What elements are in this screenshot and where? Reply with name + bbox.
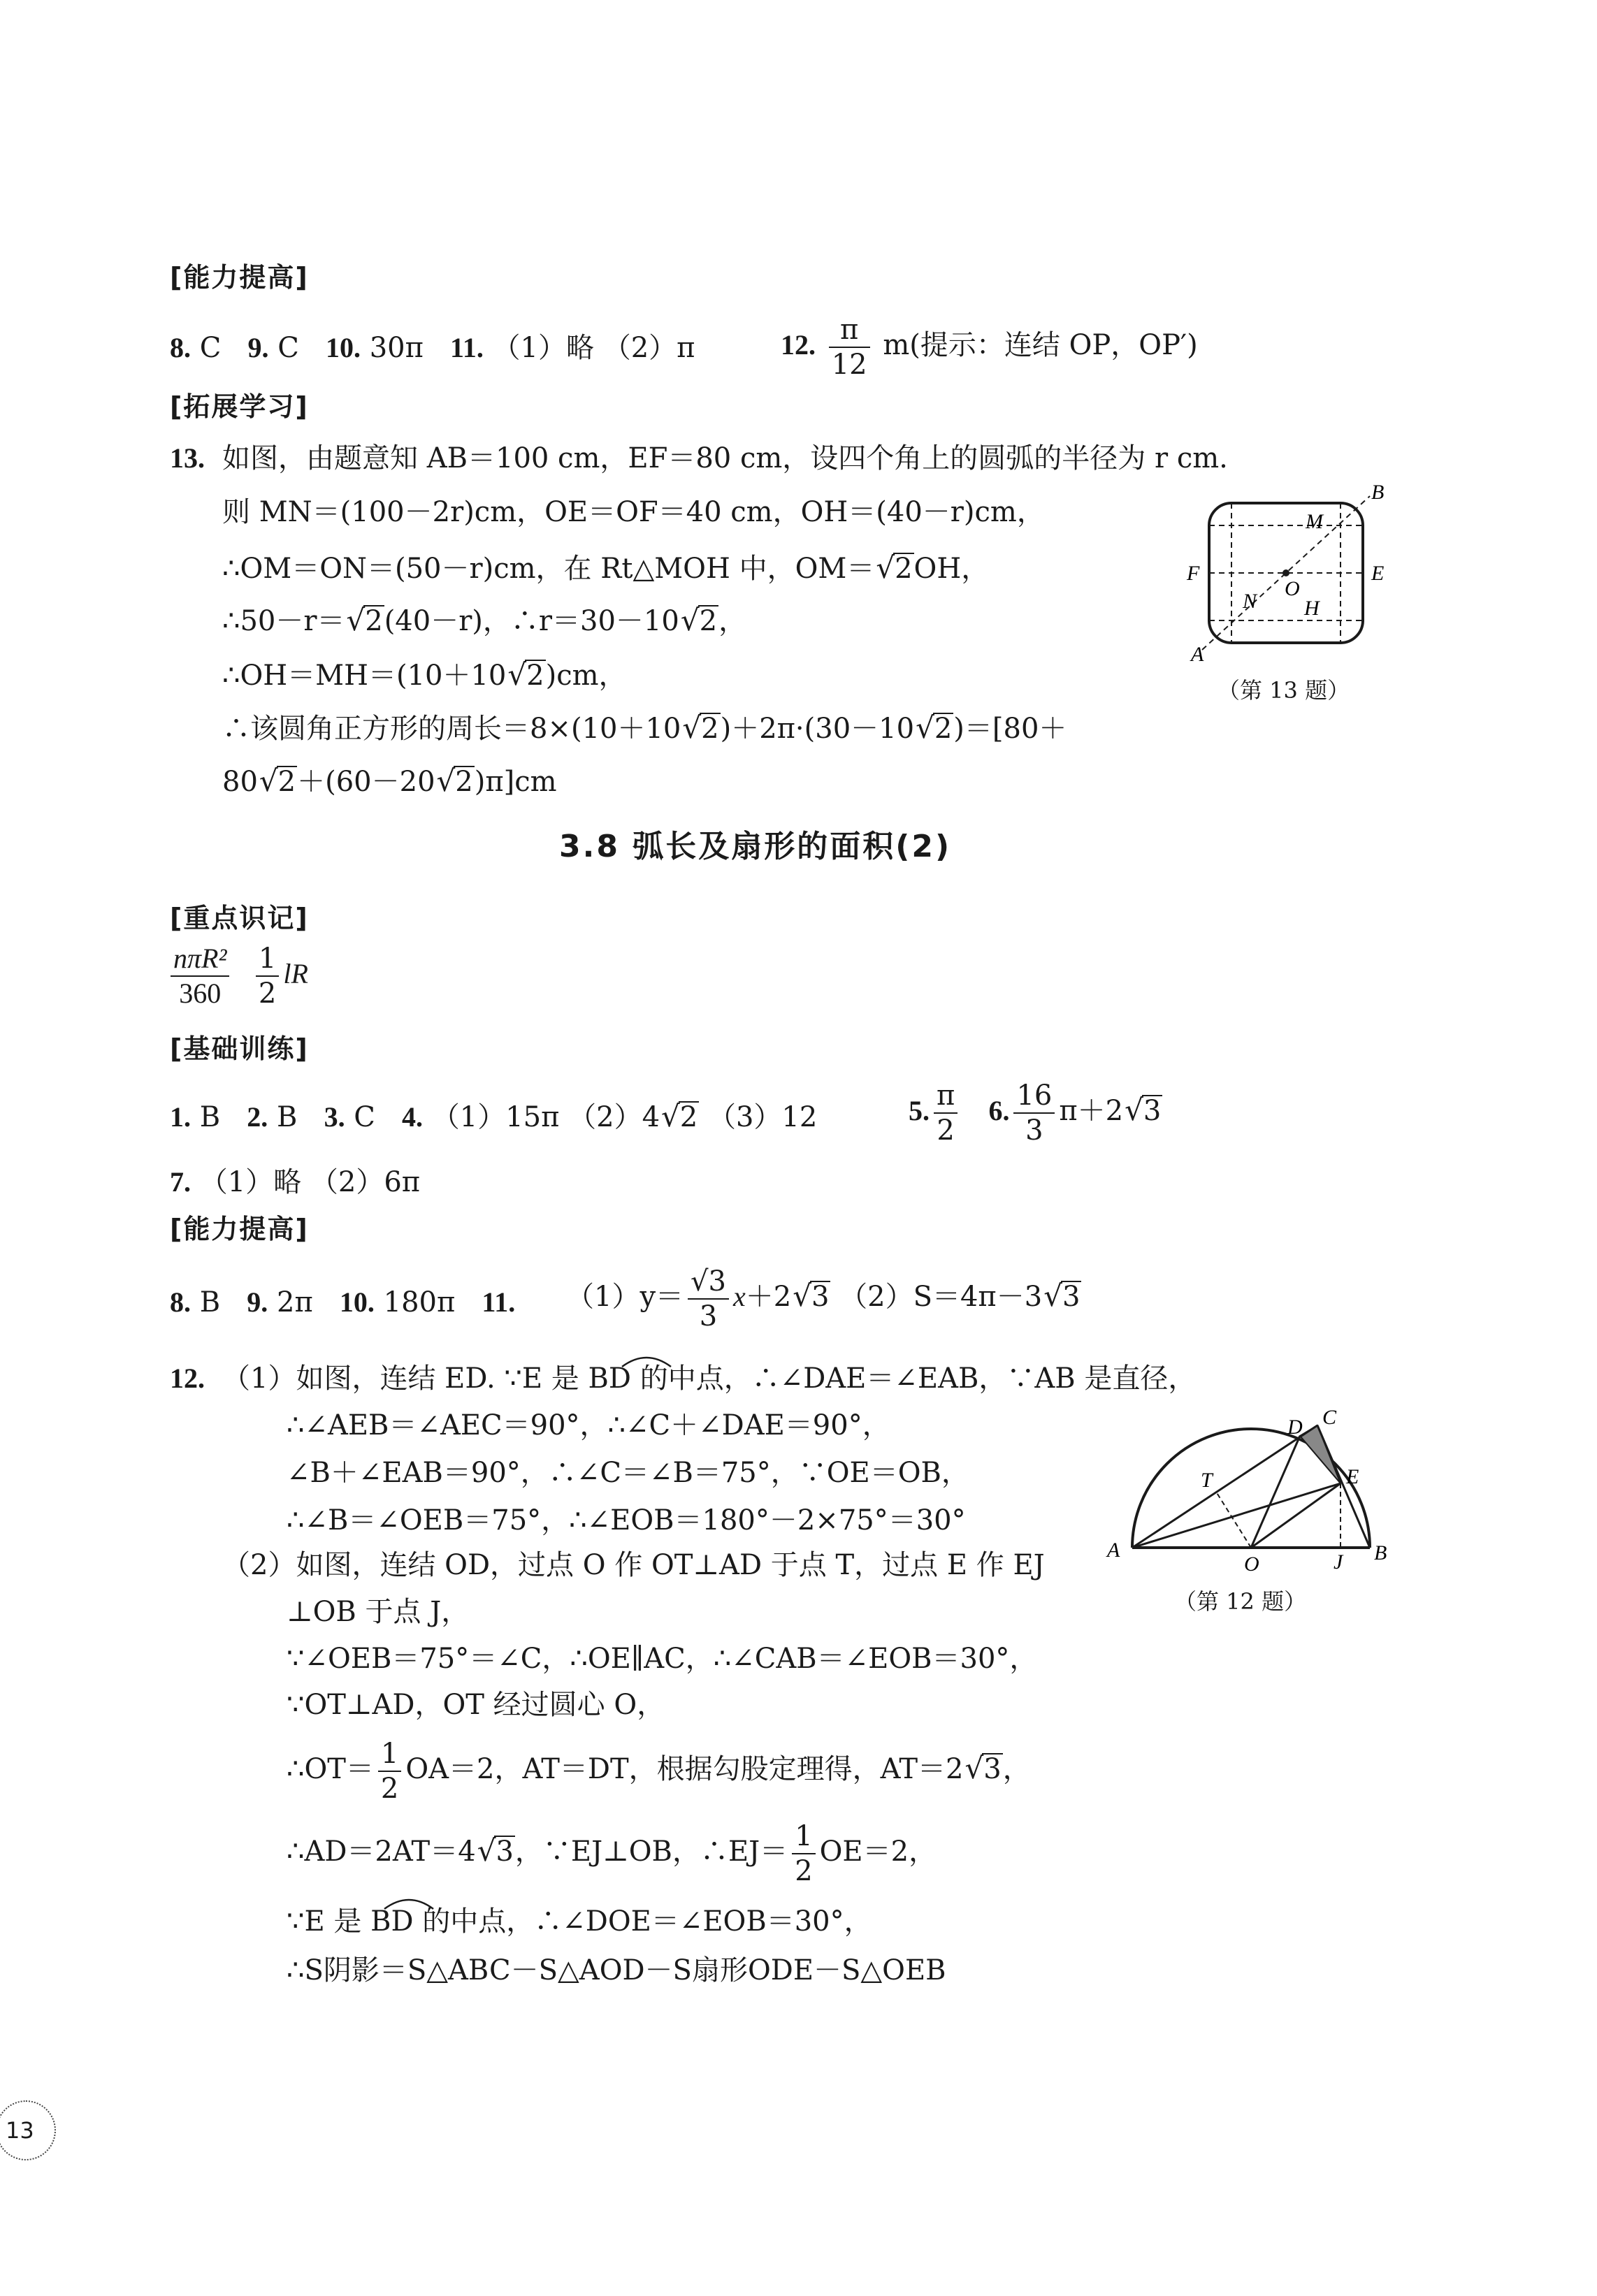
section-title: 3.8 弧长及扇形的面积(2) xyxy=(559,829,952,864)
figure-13-caption: （第 13 题） xyxy=(1217,677,1350,704)
key-formula-1: $\frac{\text{nπR²}}{360}$ xyxy=(171,945,229,1008)
q13-line-4: ∴50－r＝√2(40－r)，∴r＝30－10√2， xyxy=(222,603,747,637)
fig12-line-cb xyxy=(1317,1425,1370,1548)
q12-line-1: （1）如图，连结 ED. ∵E 是 BD 的中点，∴∠DAE＝∠EAB，∵AB 是直径， xyxy=(222,1363,1197,1395)
fig13-point-o xyxy=(1282,569,1289,576)
fig13-label-o: O xyxy=(1285,577,1300,600)
key-formulas: $\frac{\text{nπR²}}{360}$ $\frac{1}{2}$ lR xyxy=(166,945,308,1008)
q12-line-4: ∴∠B＝∠OEB＝75°，∴∠EOB＝180°－2×75°＝30° xyxy=(287,1504,966,1536)
section-key-points: [重点识记] xyxy=(170,903,309,933)
answer-12 xyxy=(781,316,1198,379)
fig13-label-h: H xyxy=(1304,597,1320,620)
q12-line-9-fraction: $\frac{1}{2}$ xyxy=(378,1740,401,1803)
fig13-label-b: B xyxy=(1371,482,1385,504)
answer-5-fraction: $\frac{\pi}{2}$ xyxy=(934,1082,958,1145)
answer-9-value: C xyxy=(277,332,299,364)
basic-answers-5-6: 5. $\frac{\pi}{2}$ 6. $\frac{16}{3}$ π＋2√3 xyxy=(909,1080,1162,1147)
q12-line-5: （2）如图，连结 OD，过点 O 作 OT⊥AD 于点 T，过点 E 作 EJ xyxy=(222,1549,1045,1581)
fig12-line-ac xyxy=(1132,1425,1317,1548)
q13-line-6: ∴该圆角正方形的周长＝8×(10＋10√2)＋2π·(30－10√2)＝[80＋ xyxy=(222,711,1067,745)
fig12-label-a: A xyxy=(1107,1539,1120,1562)
fig13-label-e: E xyxy=(1371,562,1385,585)
section-basic: [基础训练] xyxy=(170,1033,309,1064)
q12-line-7: ∵∠OEB＝75°＝∠C，∴OE∥AC，∴∠CAB＝∠EOB＝30°， xyxy=(287,1643,1038,1675)
fig13-label-n: N xyxy=(1243,590,1257,613)
q13-line-2: 则 MN＝(100－2r)cm，OE＝OF＝40 cm，OH＝(40－r)cm， xyxy=(222,496,1045,528)
q12-line-2: ∴∠AEB＝∠AEC＝90°，∴∠C＋∠DAE＝90°， xyxy=(287,1409,890,1441)
q12-number: 12. xyxy=(170,1363,205,1394)
q13-line-7: 80√2＋(60－20√2)π]cm xyxy=(222,764,557,798)
q12-arc-bd-1 xyxy=(615,1351,678,1368)
answer-8-value: C xyxy=(199,332,222,364)
section-ability-1: [能力提高] xyxy=(170,262,309,293)
fig13-label-m: M xyxy=(1306,510,1323,533)
answer-11-value: （1）略 （2）π xyxy=(492,332,695,364)
fig12-label-d: D xyxy=(1287,1416,1303,1439)
answers-row-1 xyxy=(170,334,695,362)
answer-6-fraction: $\frac{16}{3}$ xyxy=(1013,1082,1055,1145)
answer-12-num: 12. xyxy=(781,329,816,361)
fig12-label-c: C xyxy=(1322,1406,1337,1429)
answer-9-num: 9. xyxy=(247,332,269,363)
fig12-label-j: J xyxy=(1334,1550,1343,1574)
fig12-label-e: E xyxy=(1346,1465,1359,1488)
section-extension: [拓展学习] xyxy=(170,391,309,422)
basic-answer-7: 7. （1）略 （2）6π xyxy=(170,1166,421,1198)
key-formula-2: $\frac{1}{2}$ xyxy=(256,945,279,1008)
q12-line-10: ∴AD＝2AT＝4√3，∵EJ⊥OB，∴EJ＝ $\frac{1}{2}$ OE＝2， xyxy=(287,1820,937,1887)
fig12-label-t: T xyxy=(1201,1469,1213,1492)
q12-arc-bd-2 xyxy=(377,1894,440,1910)
q12-line-10-fraction: $\frac{1}{2}$ xyxy=(792,1822,815,1885)
ability2-answers-row: 8. B 9. 2π 10. 180π 11. xyxy=(170,1286,516,1318)
answer-10-value: 30π xyxy=(369,332,424,364)
q12-line-6: ⊥OB 于点 J， xyxy=(287,1596,470,1628)
answer-10-num: 10. xyxy=(325,332,361,363)
figure-12-caption: （第 12 题） xyxy=(1174,1588,1307,1615)
q12-line-9: ∴OT＝ $\frac{1}{2}$ OA＝2，AT＝DT，根据勾股定理得，AT＝2√3， xyxy=(287,1738,1031,1805)
answer-11-fraction: $\frac{√3}{3}$ xyxy=(688,1267,729,1330)
q12-line-11: ∵E 是 BD 的中点，∴∠DOE＝∠EOB＝30°， xyxy=(287,1905,872,1938)
page-number: 13 xyxy=(6,2117,34,2144)
q12-line-8: ∵OT⊥AD，OT 经过圆心 O， xyxy=(287,1689,665,1721)
figure-13 xyxy=(1181,482,1405,685)
fig13-label-a: A xyxy=(1191,643,1204,666)
answer-8-num: 8. xyxy=(170,332,191,363)
answer-12-fraction: $\frac{\pi}{12}$ xyxy=(829,316,870,379)
fig12-label-b: B xyxy=(1374,1541,1387,1564)
q13-line-1: 如图，由题意知 AB＝100 cm，EF＝80 cm，设四个角上的圆弧的半径为 r cm. xyxy=(222,442,1228,474)
q13-number: 13. xyxy=(170,442,205,474)
section-ability-2: [能力提高] xyxy=(170,1214,309,1244)
q13-line-5: ∴OH＝MH＝(10＋10√2)cm， xyxy=(222,657,627,692)
answer-12-text: m(提示：连结 OP，OP′) xyxy=(883,329,1198,361)
fig12-line-ae xyxy=(1132,1483,1341,1548)
q13-line-3: ∴OM＝ON＝(50－r)cm，在 Rt△MOH 中，OM＝√2OH， xyxy=(222,551,990,585)
q12-line-12: ∴S阴影＝S△ABC－S△AOD－S扇形ODE－S△OEB xyxy=(287,1954,946,1986)
fig12-label-o: O xyxy=(1244,1553,1259,1576)
basic-answers-row: 1. B 2. B 3. C 4. （1）15π （2）4√2 （3）12 xyxy=(170,1099,818,1133)
figure-12 xyxy=(1097,1397,1391,1579)
answer-11-num: 11. xyxy=(450,332,484,363)
q12-line-3: ∠B＋∠EAB＝90°，∴∠C＝∠B＝75°，∵OE＝OB， xyxy=(287,1457,969,1489)
ability2-answer-11: （1）y＝ $\frac{√3}{3}$ x＋2√3 （2）S＝4π－3√3 xyxy=(566,1265,1081,1332)
fig13-label-f: F xyxy=(1187,562,1200,585)
